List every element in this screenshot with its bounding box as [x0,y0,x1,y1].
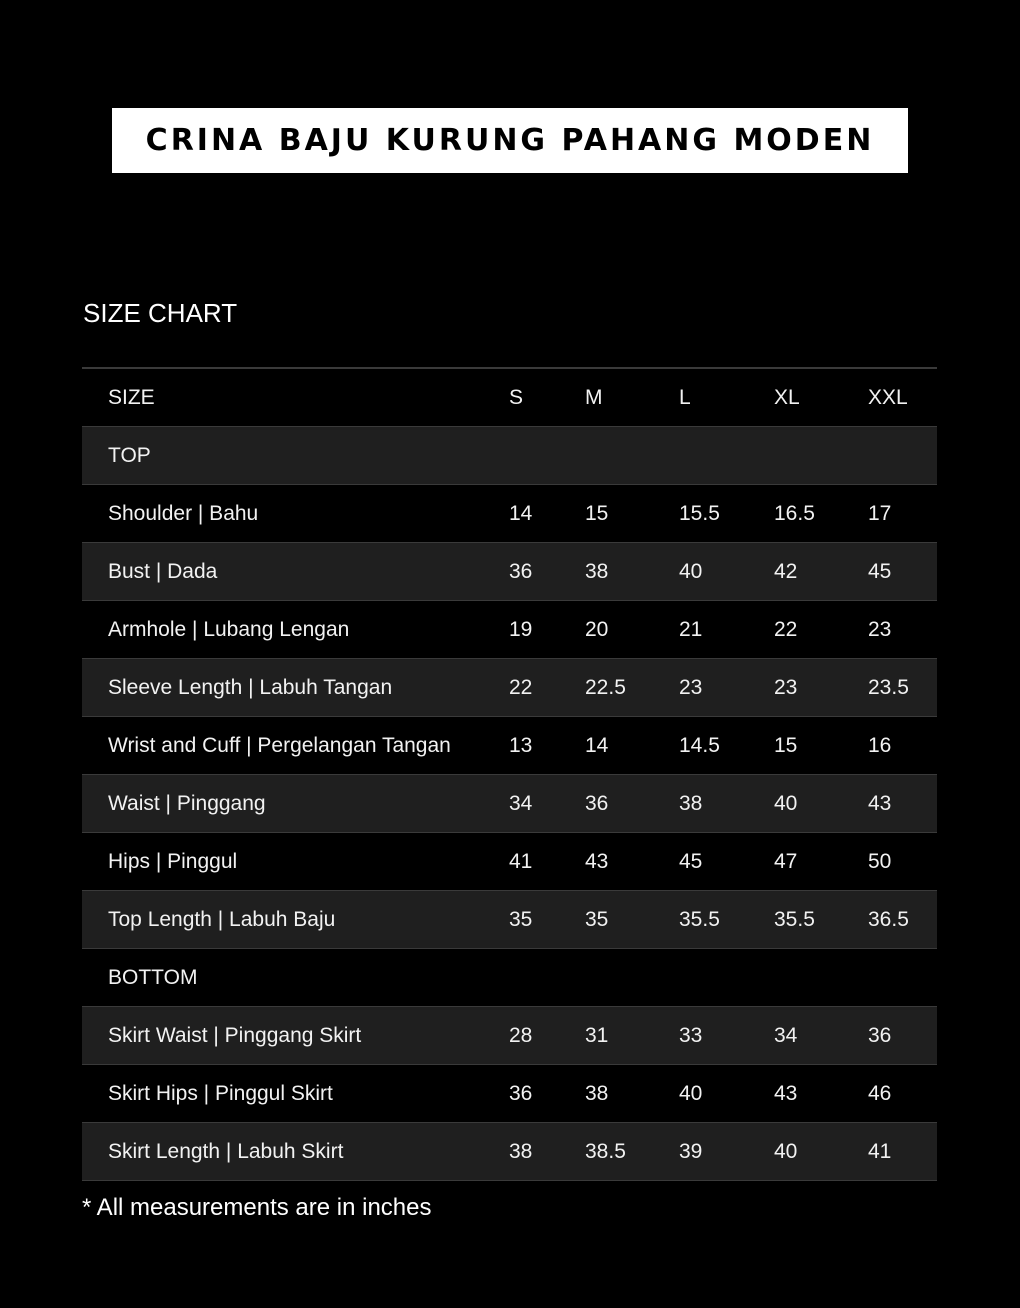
value-m: 15 [585,501,609,525]
value-l: 40 [679,559,703,583]
value-l: 23 [679,675,703,699]
section-row-bottom [82,949,937,1007]
value-l: 33 [679,1023,703,1047]
table-header-row [82,369,937,427]
measure-label: Skirt Waist | Pinggang Skirt [108,1023,362,1047]
value-xl: 40 [774,1139,798,1163]
measure-label: Bust | Dada [108,559,218,583]
value-m: 38 [585,559,609,583]
value-l: 15.5 [679,501,720,525]
measure-label: Waist | Pinggang [108,791,266,815]
value-xxl: 36.5 [868,907,909,931]
table-row [82,601,937,659]
value-l: 45 [679,849,703,873]
value-s: 13 [509,733,533,757]
value-l: 38 [679,791,703,815]
measure-label: Armhole | Lubang Lengan [108,617,350,641]
measure-label: Skirt Length | Labuh Skirt [108,1139,344,1163]
value-xxl: 17 [868,501,892,525]
value-xxl: 16 [868,733,892,757]
measure-label: Shoulder | Bahu [108,501,259,525]
table-row [82,717,937,775]
value-s: 35 [509,907,533,931]
measure-label: Hips | Pinggul [108,849,238,873]
value-m: 38.5 [585,1139,626,1163]
table-row [82,1007,937,1065]
value-xl: 34 [774,1023,798,1047]
value-xxl: 43 [868,791,892,815]
value-m: 14 [585,733,609,757]
table-row [82,833,937,891]
value-m: 38 [585,1081,609,1105]
value-m: 22.5 [585,675,626,699]
column-header-l: L [679,385,691,409]
page-title: CRINA BAJU KURUNG PAHANG MODEN [145,123,875,158]
value-m: 36 [585,791,609,815]
value-xxl: 46 [868,1081,892,1105]
size-chart-heading: SIZE CHART [83,298,238,328]
size-chart-table [82,367,937,1181]
value-xxl: 23 [868,617,892,641]
column-header-m: M [585,385,603,409]
table-row [82,1065,937,1123]
section-label-top: TOP [108,443,151,467]
value-l: 35.5 [679,907,720,931]
value-xl: 15 [774,733,798,757]
table-row [82,1123,937,1181]
title-banner [112,108,908,173]
value-xxl: 41 [868,1139,892,1163]
value-l: 40 [679,1081,703,1105]
value-xxl: 23.5 [868,675,909,699]
value-xl: 22 [774,617,798,641]
value-xxl: 50 [868,849,892,873]
value-xxl: 45 [868,559,892,583]
column-header-s: S [509,385,524,409]
value-s: 22 [509,675,533,699]
value-m: 31 [585,1023,609,1047]
measure-label: Top Length | Labuh Baju [108,907,336,931]
value-xl: 42 [774,559,798,583]
value-xl: 43 [774,1081,798,1105]
value-xl: 47 [774,849,798,873]
measure-label: Skirt Hips | Pinggul Skirt [108,1081,333,1105]
table-row [82,485,937,543]
measurement-footnote: * All measurements are in inches [82,1194,432,1221]
value-s: 19 [509,617,533,641]
section-row-top [82,427,937,485]
table-row [82,543,937,601]
measure-label: Sleeve Length | Labuh Tangan [108,675,393,699]
table-row [82,891,937,949]
value-xl: 16.5 [774,501,815,525]
measure-label: Wrist and Cuff | Pergelangan Tangan [108,733,451,757]
value-s: 38 [509,1139,533,1163]
value-s: 36 [509,1081,533,1105]
section-label-bottom: BOTTOM [108,965,198,989]
value-m: 43 [585,849,609,873]
table-row [82,659,937,717]
value-l: 39 [679,1139,703,1163]
value-l: 14.5 [679,733,720,757]
value-s: 14 [509,501,533,525]
column-header-size: SIZE [108,385,155,409]
value-s: 28 [509,1023,533,1047]
value-xl: 35.5 [774,907,815,931]
value-s: 41 [509,849,533,873]
value-xxl: 36 [868,1023,892,1047]
value-m: 35 [585,907,609,931]
value-xl: 40 [774,791,798,815]
value-m: 20 [585,617,609,641]
value-s: 36 [509,559,533,583]
table-row [82,775,937,833]
column-header-xxl: XXL [868,385,908,409]
value-l: 21 [679,617,703,641]
value-xl: 23 [774,675,798,699]
column-header-xl: XL [774,385,800,409]
value-s: 34 [509,791,533,815]
